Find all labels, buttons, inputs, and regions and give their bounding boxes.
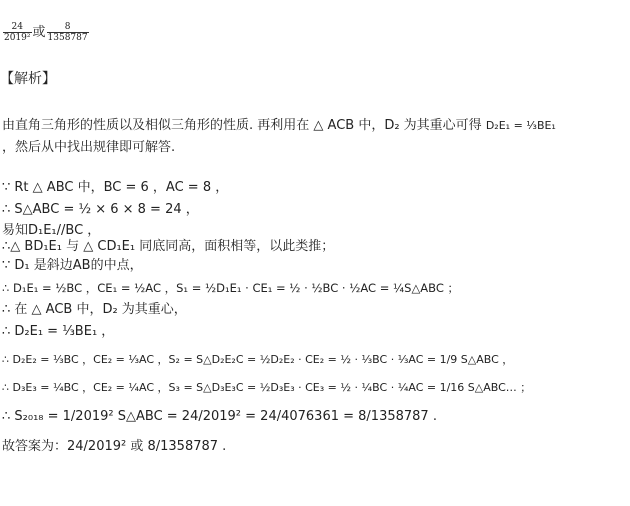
step-4: ∴△ BD₁E₁ 与 △ CD₁E₁ 同底同高，面积相等，以此类推； xyxy=(2,239,335,254)
step-9: ∴ D₂E₂ = ⅓BC ，CE₂ = ⅓AC ，S₂ = S△D₂E₂C = ½D₂E₂ · CE₂ = ½ · ⅓BC · ⅓AC = 1/9 S△ABC ， xyxy=(2,353,514,366)
step-3: 易知D₁E₁//BC ， xyxy=(2,223,101,238)
step-5: ∵ D₁ 是斜边AB的中点， xyxy=(2,258,143,273)
or-text: 或 xyxy=(32,25,46,40)
analysis-heading: 【解析】 xyxy=(0,71,56,87)
intro-line xyxy=(2,119,556,133)
fraction-numerator: 24 xyxy=(11,22,23,32)
fraction-denominator: 2019² xyxy=(4,33,31,43)
step-2: ∴ S△ABC = ½ × 6 × 8 = 24 ， xyxy=(2,202,199,217)
fraction-numerator: 8 xyxy=(64,22,71,32)
answer-line xyxy=(2,22,90,43)
intro-line-2: ，然后从中找出规律即可解答. xyxy=(2,140,176,155)
step-11: ∴ S₂₀₁₈ = 1/2019² S△ABC = 24/2019² = 24/4076361 = 8/1358787 . xyxy=(2,409,437,424)
step-6: ∴ D₁E₁ = ½BC ，CE₁ = ½AC ，S₁ = ½D₁E₁ · CE₁ = ½ · ½BC · ½AC = ¼S△ABC ； xyxy=(2,281,460,295)
intro-text: 由直角三角形的性质以及相似三角形的性质. 再利用在 △ ACB 中，D₂ 为其重心可得 xyxy=(2,118,482,133)
step-7: ∴ 在 △ ACB 中，D₂ 为其重心， xyxy=(2,302,187,317)
intro-formula: D₂E₁ = ⅓BE₁ xyxy=(485,119,556,132)
answer-fraction-2 xyxy=(47,22,89,43)
fraction-denominator: 1358787 xyxy=(47,33,88,43)
answer-fraction-1 xyxy=(3,22,32,43)
conclusion: 故答案为：24/2019² 或 8/1358787 . xyxy=(2,439,227,454)
step-1: ∵ Rt △ ABC 中，BC = 6 ，AC = 8 ， xyxy=(2,180,229,195)
step-8: ∴ D₂E₁ = ⅓BE₁ ， xyxy=(2,324,115,339)
step-10: ∴ D₃E₃ = ¼BC ，CE₂ = ¼AC ，S₃ = S△D₃E₃C = ½D₃E₃ · CE₃ = ½ · ¼BC · ¼AC = 1/16 S△ABC… ； xyxy=(2,381,532,394)
